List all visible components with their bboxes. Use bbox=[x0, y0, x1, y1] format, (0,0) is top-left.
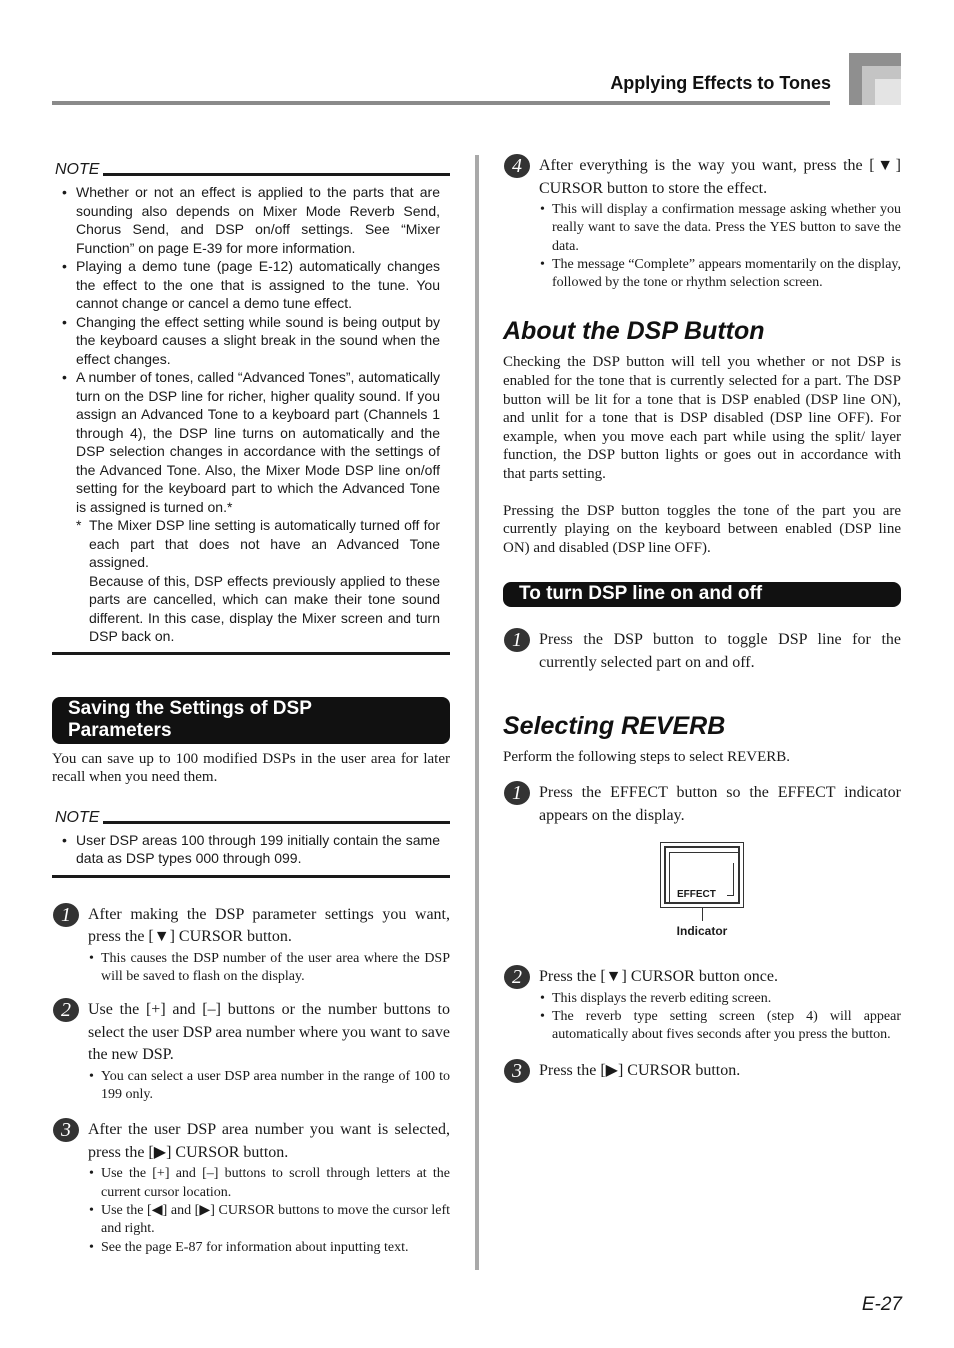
section-heading-line-1: Saving the Settings of DSP bbox=[68, 697, 312, 719]
heading-selecting-reverb: Selecting REVERB bbox=[503, 712, 726, 741]
step-bullet: • The message “Complete” appears momentarily on the display, followed by the tone or rhythm selection screen. bbox=[552, 256, 901, 293]
step-text: Use the [+] and [–] buttons or the number buttons to select the user DSP area number where you want to save the new DSP. bbox=[88, 1001, 450, 1064]
note-item: • Changing the effect setting while sound is being output by the keyboard causes a slight break in the sound when the effect changes. bbox=[76, 313, 440, 369]
step-number-4: 4 bbox=[504, 154, 530, 178]
asterisk-mark: * bbox=[76, 517, 82, 533]
header-title: Applying Effects to Tones bbox=[610, 73, 831, 93]
indicator-pointer-line bbox=[702, 907, 703, 921]
step-3 bbox=[52, 1119, 450, 1256]
indicator-mark-base bbox=[727, 895, 734, 896]
corner-decoration-light bbox=[875, 79, 901, 105]
heading-about-dsp-button: About the DSP Button bbox=[503, 317, 765, 346]
step-bullet: • This will display a confirmation message asking whether you really want to save the data. Press the YES button to save the data. bbox=[552, 201, 901, 256]
note-asterisk bbox=[76, 516, 440, 646]
step-bullets bbox=[539, 201, 901, 292]
step-1 bbox=[52, 904, 450, 987]
step-bullet: • You can select a user DSP area number in the range of 100 to 199 only. bbox=[101, 1068, 450, 1105]
step-number-2: 2 bbox=[53, 998, 79, 1022]
note-item: • A number of tones, called “Advanced Tones”, automatically turn on the DSP line for richer, higher quality sound. If you assign an Advanced Tone to a keyboard part (Channels 1 through 4), the DSP line turns on automatically and the DSP selection changes in accordance with the settings of the Advanced Tone. Also, the Mixer Mode DSP line on/off setting for the keyboard part to which the Advanced Tone is assigned is turned on.* bbox=[76, 368, 440, 516]
step-text: Press the DSP button to toggle DSP line for the currently selected part on and off. bbox=[539, 631, 901, 671]
reverb-intro: Perform the following steps to select REVERB. bbox=[503, 749, 791, 766]
step-text: After making the DSP parameter settings you want, press the [▼] CURSOR button. bbox=[88, 905, 450, 946]
section-heading-turn-dsp: To turn DSP line on and off bbox=[503, 582, 901, 607]
step-bullets bbox=[88, 1068, 450, 1105]
note-rule bbox=[103, 173, 450, 176]
turn-dsp-step-1 bbox=[503, 629, 901, 674]
asterisk-text: The Mixer DSP line setting is automatically turned off for each part that does not have an Advanced Tone assigned. bbox=[89, 517, 440, 570]
note-box-1 bbox=[52, 157, 450, 655]
indicator-mark bbox=[733, 863, 734, 896]
note-box-2 bbox=[52, 805, 450, 878]
page-number: E-27 bbox=[861, 1294, 902, 1315]
reverb-step-1 bbox=[503, 782, 901, 827]
left-column bbox=[52, 157, 450, 1257]
reverb-step-2 bbox=[503, 966, 901, 1044]
step-2 bbox=[52, 999, 450, 1104]
effect-indicator-label: EFFECT bbox=[677, 889, 716, 901]
note-list bbox=[52, 827, 450, 875]
step-number-3: 3 bbox=[504, 1059, 530, 1083]
right-column bbox=[503, 150, 901, 1083]
step-number-1: 1 bbox=[504, 628, 530, 652]
section-heading-saving bbox=[52, 697, 450, 744]
lcd-display-illustration bbox=[660, 842, 744, 908]
note-header bbox=[52, 805, 450, 827]
note-label: NOTE bbox=[55, 161, 100, 178]
note-item: • Playing a demo tune (page E-12) automatically changes the effect to the one that is assigned to the tune. You cannot change or cancel a demo tune effect. bbox=[76, 257, 440, 313]
about-paragraph-1: Checking the DSP button will tell you whether or not DSP is enabled for the tone that is currently selected for a part. The DSP button will be lit for a tone that is DSP enabled (DSP line ON), and unlit for a tone that is DSP disabled (DSP line OFF). For example, when you move each part while using the split/ layer function, the DSP button lights or goes out in accordance with that parts setting. bbox=[503, 354, 901, 483]
note-rule bbox=[103, 821, 450, 824]
step-text: Press the [▶] CURSOR button. bbox=[539, 1062, 741, 1080]
about-paragraph-2: Pressing the DSP button toggles the tone of the part you are currently playing on the keyboard between enabled (DSP line ON) and disabled (DSP line OFF). bbox=[503, 502, 901, 556]
step-number-1: 1 bbox=[53, 903, 79, 927]
note-item: • User DSP areas 100 through 199 initially contain the same data as DSP types 000 through 099. bbox=[76, 831, 440, 868]
column-divider bbox=[475, 155, 479, 1270]
step-number-3: 3 bbox=[53, 1118, 79, 1142]
step-bullet: • This causes the DSP number of the user area where the DSP will be saved to flash on the display. bbox=[101, 950, 450, 987]
step-text: After everything is the way you want, press the [▼] CURSOR button to store the effect. bbox=[539, 157, 901, 197]
step-bullet: • Use the [+] and [–] buttons to scroll through letters at the current cursor location. bbox=[101, 1165, 450, 1202]
step-text: Press the [▼] CURSOR button once. bbox=[539, 968, 778, 986]
step-text: After the user DSP area number you want is selected, press the [▶] CURSOR button. bbox=[88, 1121, 450, 1161]
asterisk-text-2: Because of this, DSP effects previously applied to these parts are cancelled, which can make their tone sound different. In this case, display the Mixer screen and turn DSP back on. bbox=[89, 572, 440, 644]
step-number-2: 2 bbox=[504, 965, 530, 989]
step-bullet: • The reverb type setting screen (step 4) will appear automatically about fives seconds after you press the button. bbox=[552, 1008, 901, 1045]
step-bullet: • See the page E-87 for information about inputting text. bbox=[101, 1239, 450, 1257]
step-number-1: 1 bbox=[504, 781, 530, 805]
header-rule bbox=[52, 101, 830, 105]
step-bullet: • This displays the reverb editing screen. bbox=[552, 990, 901, 1008]
step-bullet: • Use the [◀] and [▶] CURSOR buttons to move the cursor left and right. bbox=[101, 1202, 450, 1239]
note-item: • Whether or not an effect is applied to the parts that are sounding also depends on Mixer Mode Reverb Send, Chorus Send, and DSP on/off settings. See “Mixer Function” on page E-39 for more information. bbox=[76, 183, 440, 257]
note-label: NOTE bbox=[55, 808, 100, 826]
note-header bbox=[52, 157, 450, 179]
note-list bbox=[52, 179, 450, 516]
step-4 bbox=[503, 155, 901, 292]
reverb-step-3 bbox=[503, 1060, 901, 1083]
step-bullets bbox=[539, 990, 901, 1045]
note-end-rule bbox=[52, 875, 450, 878]
step-text: Press the EFFECT button so the EFFECT indicator appears on the display. bbox=[539, 784, 901, 824]
section-heading-line-2: Parameters bbox=[68, 719, 172, 741]
note-end-rule bbox=[52, 652, 450, 655]
section-intro: You can save up to 100 modified DSPs in the user area for later recall when you need them. bbox=[52, 750, 450, 786]
indicator-caption: Indicator bbox=[676, 924, 728, 939]
step-bullets bbox=[88, 950, 450, 987]
step-bullets bbox=[88, 1165, 450, 1256]
